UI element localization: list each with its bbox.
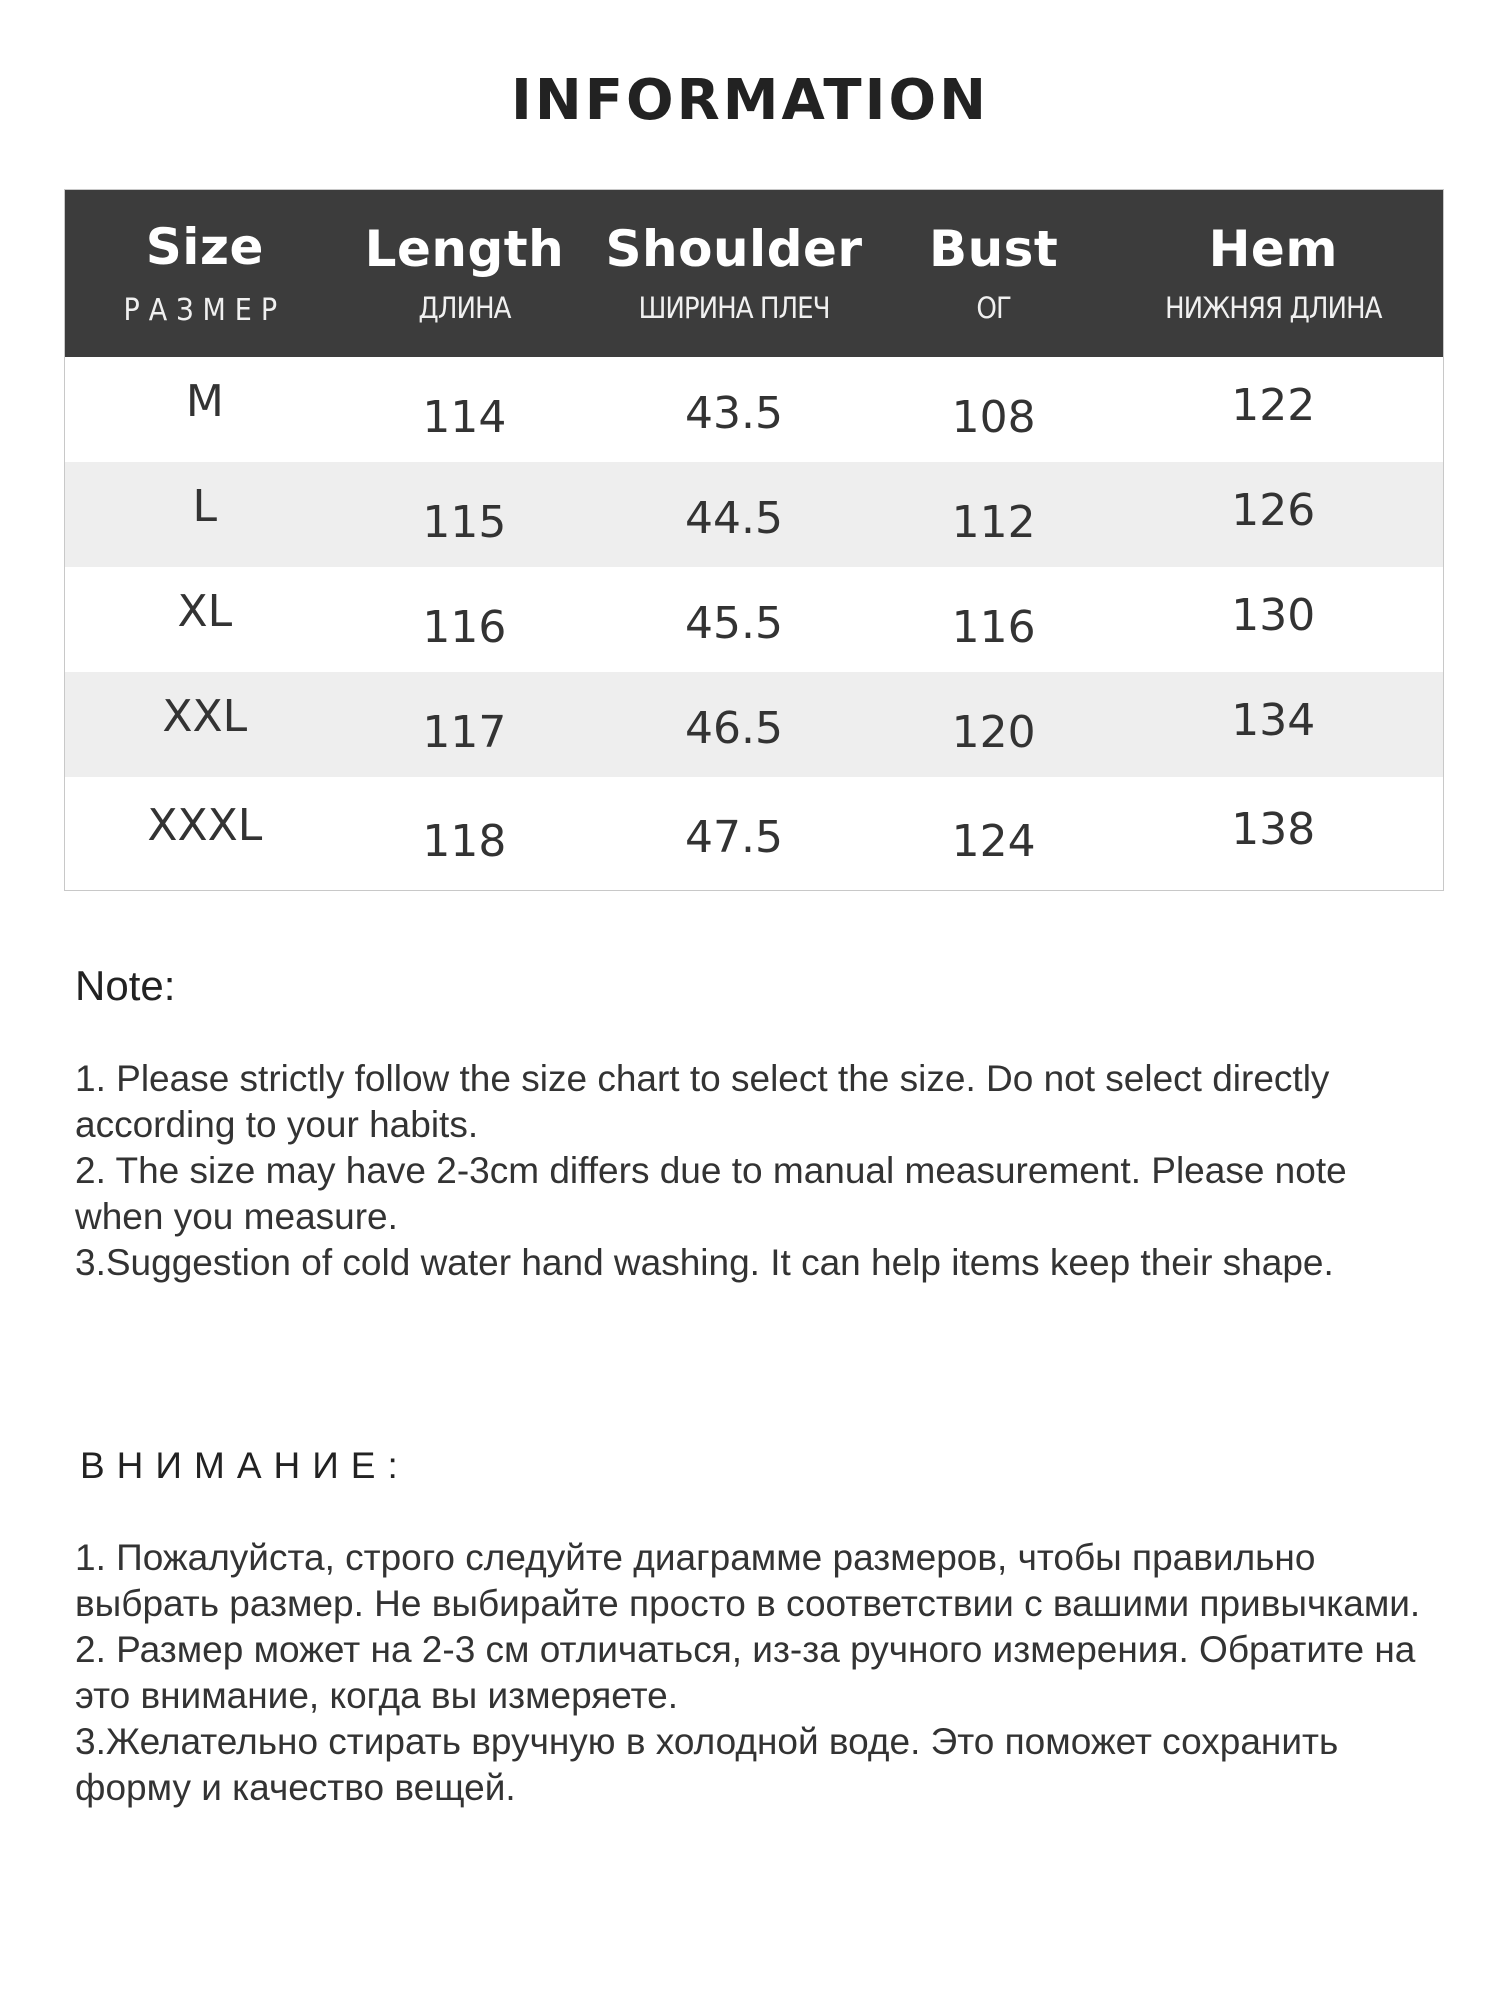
header-label: Shoulder	[605, 220, 863, 278]
header-label: Size	[145, 217, 264, 276]
note-item: 1. Please strictly follow the size chart to select the size. Do not select directly according to your habits.	[75, 1058, 1330, 1145]
bust-cell: 120	[951, 707, 1036, 758]
table-row	[65, 357, 1443, 462]
hem-cell: 126	[1231, 485, 1316, 536]
page-title: INFORMATION	[511, 68, 989, 133]
note-list	[75, 1056, 1445, 1286]
russian-note-heading: ВНИМАНИЕ:	[80, 1445, 410, 1486]
header-bust	[884, 190, 1104, 357]
header-sublabel: ШИРИНА ПЛЕЧ	[638, 291, 830, 325]
bust-cell: 112	[951, 497, 1036, 548]
length-cell: 115	[422, 497, 507, 548]
header-sublabel: НИЖНЯЯ ДЛИНА	[1165, 291, 1382, 325]
size-cell: XXXL	[147, 800, 263, 851]
header-label: Length	[364, 220, 565, 278]
hem-cell: 134	[1231, 695, 1316, 746]
bust-cell: 116	[951, 602, 1036, 653]
table-header-row	[65, 190, 1443, 357]
header-hem	[1104, 190, 1444, 357]
size-cell: L	[192, 481, 218, 532]
bust-cell: 124	[951, 816, 1036, 867]
length-cell: 116	[422, 602, 507, 653]
header-shoulder	[584, 190, 884, 357]
russian-note-item: 1. Пожалуйста, строго следуйте диаграмме размеров, чтобы правильно выбрать размер. Не выбирайте просто в соответствии с вашими привычками.	[75, 1537, 1421, 1624]
hem-cell: 122	[1231, 380, 1316, 431]
russian-note-item: 2. Размер может на 2-3 см отличаться, из-за ручного измерения. Обратите на это внимание, когда вы измеряете.	[75, 1629, 1416, 1716]
header-sublabel: РАЗМЕР	[123, 292, 287, 328]
length-cell: 114	[422, 392, 507, 443]
length-cell: 117	[422, 707, 507, 758]
bust-cell: 108	[951, 392, 1036, 443]
shoulder-cell: 46.5	[685, 703, 784, 754]
table-row	[65, 672, 1443, 777]
size-cell: M	[185, 376, 224, 427]
table-row	[65, 567, 1443, 672]
shoulder-cell: 47.5	[685, 812, 784, 863]
header-label: Bust	[928, 220, 1059, 278]
note-heading: Note:	[75, 962, 176, 1009]
note-item: 2. The size may have 2-3cm differs due to manual measurement. Please note when you measure.	[75, 1150, 1347, 1237]
table-row	[65, 462, 1443, 567]
shoulder-cell: 43.5	[685, 388, 784, 439]
size-cell: XXL	[162, 691, 248, 742]
hem-cell: 130	[1231, 590, 1316, 641]
russian-note-item: 3.Желательно стирать вручную в холодной воде. Это поможет сохранить форму и качество вещей.	[75, 1721, 1339, 1808]
shoulder-cell: 45.5	[685, 598, 784, 649]
russian-note-list	[75, 1535, 1445, 1811]
header-sublabel: ДЛИНА	[418, 291, 511, 325]
size-chart-table	[64, 189, 1444, 891]
header-label: Hem	[1208, 220, 1338, 278]
header-size	[65, 190, 345, 357]
shoulder-cell: 44.5	[685, 493, 784, 544]
hem-cell: 138	[1231, 804, 1316, 855]
size-cell: XL	[177, 586, 233, 637]
table-row	[65, 777, 1443, 890]
header-length	[345, 190, 585, 357]
header-sublabel: ОГ	[976, 291, 1011, 325]
note-item: 3.Suggestion of cold water hand washing. It can help items keep their shape.	[75, 1242, 1334, 1283]
length-cell: 118	[422, 816, 507, 867]
